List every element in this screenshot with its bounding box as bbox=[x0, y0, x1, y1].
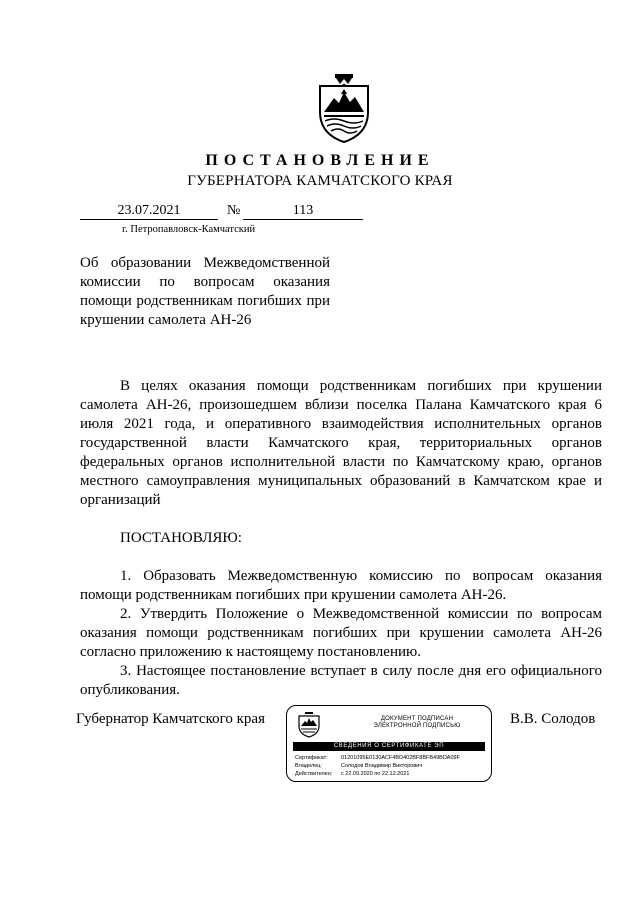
stamp-row-key: Действителен: bbox=[295, 771, 333, 777]
decree-word: ПОСТАНОВЛЯЮ: bbox=[120, 530, 242, 546]
stamp-row bbox=[295, 754, 487, 762]
document-body bbox=[80, 377, 602, 700]
number-sign: № bbox=[227, 203, 241, 218]
document-city: г. Петропавловск-Камчатский bbox=[122, 224, 256, 235]
stamp-row-key: Владелец: bbox=[295, 763, 322, 769]
document-issuer: ГУБЕРНАТОРА КАМЧАТСКОГО КРАЯ bbox=[187, 173, 453, 189]
electronic-signature-stamp bbox=[286, 705, 492, 782]
stamp-row-value: с 22.09.2020 по 22.12.2021 bbox=[341, 771, 410, 777]
signer-name: В.В. Солодов bbox=[510, 711, 596, 727]
decree-item: 2. Утвердить Положение о Межведомственной комиссии по вопросам оказания помощи родственникам погибших при крушении самолета АН-26 согласно приложению к настоящему постановлению. bbox=[80, 606, 602, 660]
stamp-header bbox=[347, 716, 487, 730]
coat-of-arms-emblem bbox=[312, 72, 376, 144]
stamp-header-line: ЭЛЕКТРОННОЙ ПОДПИСЬЮ bbox=[373, 723, 461, 729]
stamp-emblem-icon bbox=[297, 712, 321, 738]
signer-title: Губернатор Камчатского края bbox=[76, 711, 265, 727]
preamble-paragraph: В целях оказания помощи родственникам погибших при крушении самолета АН-26, произошедшем вблизи поселка Палана Камчатского края 6 июля 2021 года, и оперативного взаимодействия исполнительных органов государственной власти Камчатского края, территориальных органов федеральных органов исполнительной власти по Камчатскому краю, органов местного самоуправления муниципальных образований в Камчатском крае и организаций bbox=[80, 378, 602, 508]
document-date: 23.07.2021 bbox=[80, 203, 218, 220]
document-kind-title: ПОСТАНОВЛЕНИЕ bbox=[205, 152, 435, 169]
stamp-row bbox=[295, 762, 487, 770]
registration-line bbox=[80, 203, 380, 223]
stamp-certificate-bar: СВЕДЕНИЯ О СЕРТИФИКАТЕ ЭП bbox=[293, 742, 485, 751]
stamp-details bbox=[295, 754, 487, 778]
subject-text: Об образовании Межведомственной комиссии по вопросам оказания помощи родственникам погибших при крушении самолета АН-26 bbox=[80, 255, 330, 328]
stamp-row-value: Солодов Владимир Викторович bbox=[341, 763, 423, 769]
stamp-header-line: ДОКУМЕНТ ПОДПИСАН bbox=[380, 716, 454, 722]
decree-item: 3. Настоящее постановление вступает в силу после дня его официального опубликования. bbox=[80, 663, 602, 698]
decree-item: 1. Образовать Межведомственную комиссию по вопросам оказания помощи родственникам погибших при крушении самолета АН-26. bbox=[80, 568, 602, 603]
stamp-row-value: 01201095E0130ACF4BD402BF8BFB49BDA09F bbox=[341, 755, 460, 761]
document-subject bbox=[80, 254, 330, 330]
document-number: 113 bbox=[243, 203, 363, 220]
stamp-row-key: Сертификат: bbox=[295, 755, 328, 761]
stamp-row bbox=[295, 770, 487, 778]
